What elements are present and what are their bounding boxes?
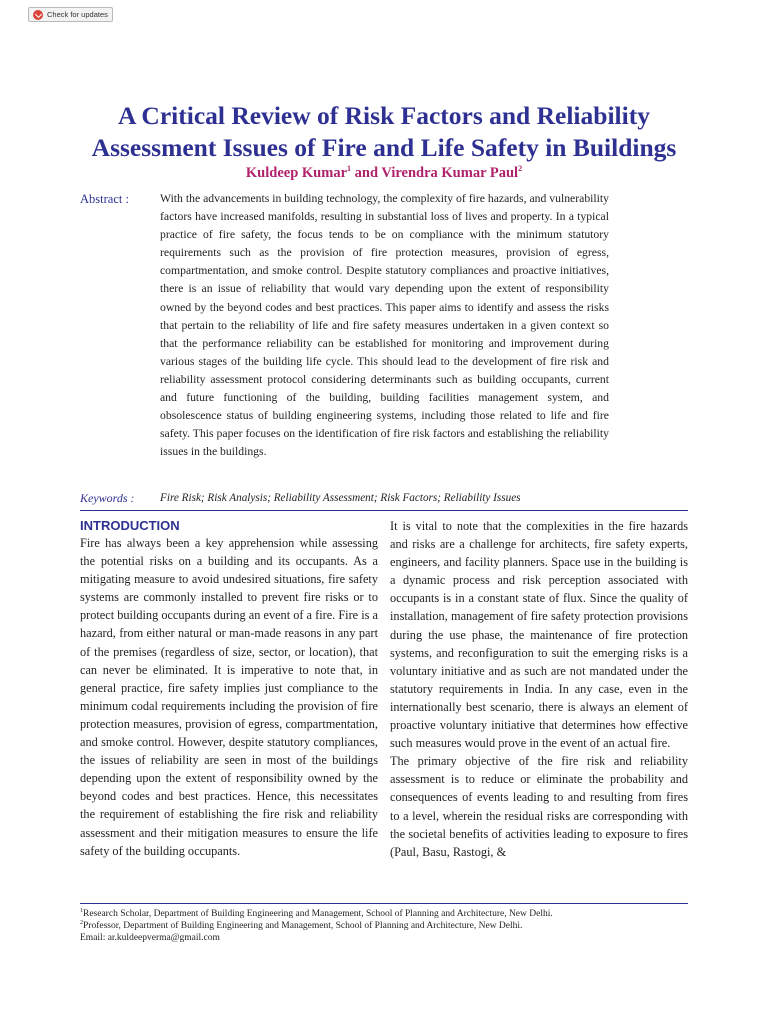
check-for-updates-label: Check for updates bbox=[47, 10, 108, 19]
author-name-2: Virendra Kumar Paul bbox=[381, 165, 519, 181]
keywords-text: Fire Risk; Risk Analysis; Reliability Assessment; Risk Factors; Reliability Issues bbox=[160, 492, 521, 504]
check-for-updates-icon bbox=[33, 10, 43, 20]
footnote-2 bbox=[80, 920, 690, 932]
footnotes bbox=[80, 908, 690, 944]
section-divider bbox=[80, 510, 688, 511]
footnote-mark-2: 2 bbox=[80, 920, 83, 926]
introduction-paragraph-left: Fire has always been a key apprehension while assessing the potential risks on a building and its occupants. As a mitigating measure to avoid undesired situations, fire safety systems are commonly installed to prevent fire risks or to protect building occupants during an event of a fire. Fire is a hazard, from either natural or man-made reasons in any part of the premises (regardless of size, sector, or location), that can never be eliminated. It is imperative to note that, in general practice, fire safety implies just compliance to the minimum codal requirements including the provision of fire protection measures, provision of egress, compartmentation, and smoke control. However, despite statutory compliances, the issues of reliability are seen in most of the buildings depending upon the extent of responsibility owned by the beyond codes and best practices. Hence, this necessitates the requirement of establishing the fire risk and reliability assessment and their mitigation measures to ensure the life safety of the building occupants. bbox=[80, 536, 378, 858]
abstract-label: Abstract : bbox=[80, 192, 129, 206]
introduction-paragraph-right-1: It is vital to note that the complexities in the fire hazards and risks are a challenge for architects, fire safety experts, engineers, and facility planners. Space use in the building is a dynamic process and risk perception associated with occupants is in a constant state of flux. Since the quality of installation, management of fire safety protection provisions during the use phase, the maintenance of fire protection systems, and reconfiguration to suit the emerging risks is a voluntary initiative and as such are not mandated under the statutory requirements in India. In any case, even in the internationally best scenario, there is always an element of proactive voluntary initiative that determines how effective such measures would prove in the event of an actual fire. bbox=[390, 519, 688, 751]
check-for-updates-badge[interactable] bbox=[28, 7, 113, 22]
author-list bbox=[0, 164, 768, 182]
author-email: Email: ar.kuldeepverma@gmail.com bbox=[80, 933, 220, 943]
right-column bbox=[390, 517, 688, 861]
title-line-1: A Critical Review of Risk Factors and Reliability bbox=[118, 101, 650, 130]
author-affiliation-mark-1: 1 bbox=[347, 164, 352, 173]
footnote-1 bbox=[80, 908, 690, 920]
paper-title bbox=[40, 100, 728, 164]
footnote-text-2: Professor, Department of Building Engineering and Management, School of Planning and Architecture, New Delhi. bbox=[83, 921, 523, 931]
footnote-mark-1: 1 bbox=[80, 908, 83, 914]
left-column bbox=[80, 518, 378, 860]
introduction-paragraph-right-2: The primary objective of the fire risk and reliability assessment is to reduce or eliminate the probability and consequences of events leading to and resulting from fires to a level, wherein the residual risks are corresponding with the societal benefits of activities leading to exposure to fires (Paul, Basu, Rastogi, & bbox=[390, 754, 688, 859]
abstract-text: With the advancements in building technology, the complexity of fire hazards, and vulnerability factors have increased manifolds, resulting in substantial loss of lives and property. In a typical practice of fire safety, the focus tends to be on compliance with the minimum statutory requirements such as the provision of fire protection measures, provision of egress, compartmentation, and smoke control. Despite statutory compliances and proactive initiatives, there is an issue of reliability that would vary depending upon the extent of responsibility owned by the beyond codes and best practices. This paper aims to identify and assess the risks that pertain to the reliability of life and fire safety measures undertaken in a given context so that the performance reliability can be established for monitoring and improvement during various stages of the building life cycle. This should lead to the development of fire risk and reliability assessment protocol considering determinants such as building occupants, current and future functioning of the building, building facilities management system, and obsolescence status of building engineering systems, including those related to life and fire safety. This paper focuses on the identification of fire risk factors and establishing the reliability issues in the buildings. bbox=[160, 192, 609, 459]
footnote-text-1: Research Scholar, Department of Building Engineering and Management, School of Planning and Architecture, New Delhi. bbox=[83, 909, 553, 919]
author-affiliation-mark-2: 2 bbox=[518, 164, 523, 173]
keywords-label: Keywords : bbox=[80, 491, 135, 505]
author-name-1: Kuldeep Kumar bbox=[245, 165, 348, 181]
title-line-2: Assessment Issues of Fire and Life Safety in Buildings bbox=[91, 133, 677, 162]
introduction-heading: INTRODUCTION bbox=[80, 518, 180, 533]
footnote-divider bbox=[80, 903, 688, 904]
author-connector: and bbox=[351, 165, 382, 181]
